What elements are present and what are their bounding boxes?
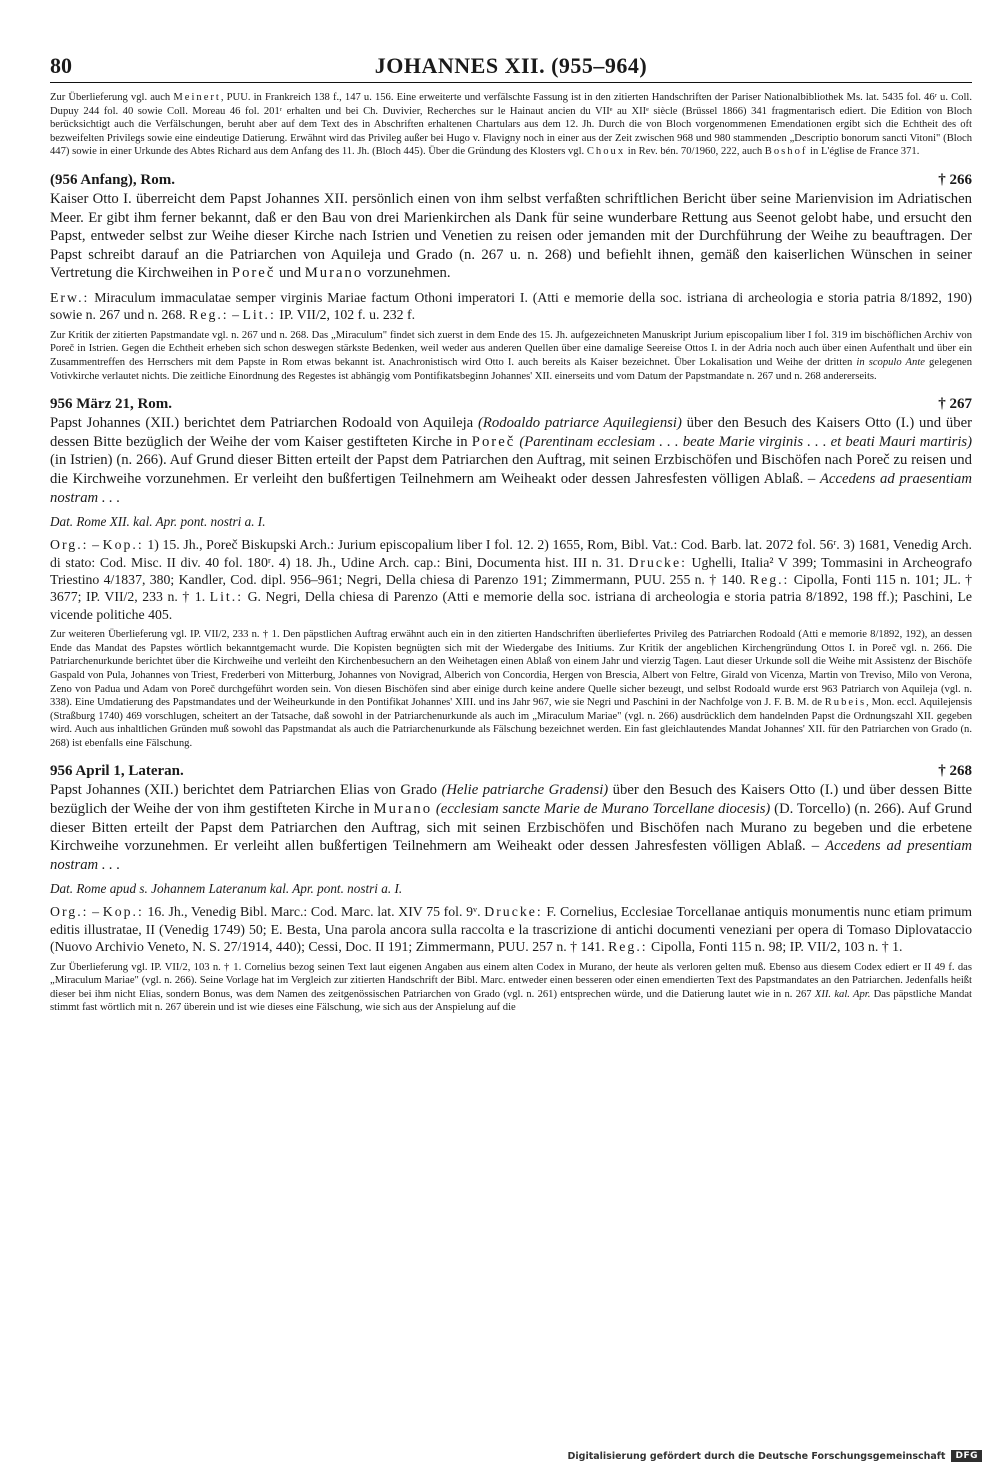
entry-date-place: (956 Anfang), Rom. bbox=[50, 171, 176, 188]
regest-entry-267 bbox=[50, 395, 972, 750]
entry-heading bbox=[50, 762, 972, 781]
entry-text: Kaiser Otto I. überreicht dem Papst Johannes XII. persönlich einen von ihm selbst verfaßten schriftlichen Bericht über seine Marienvision im Adriatischen Meer. Er gibt ihm ferner bekannt, daß er den Bau von drei Marienkirchen als Dank für seine wunderbare Rettung aus Seenot gelobt habe, und ersucht den Papst, entweder selbst zur Weihe dieser Kirche nach Istrien und Venetien zu reisen oder jemanden mit der Durchführung der Weihe zu beauftragen. Der Papst schreibt darauf an die Patriarchen von Aquileja und Grado (n. 267 u. n. 268) und befiehlt ihnen, gemäß den kaiserlichen Wünschen in seiner Vertretung die Kirchweihen in Poreč und Murano vorzunehmen. bbox=[50, 190, 972, 282]
running-title: JOHANNES XII. (955–964) bbox=[374, 53, 648, 78]
intro-note: Zur Überlieferung vgl. auch Meinert, PUU. in Frankreich 138 f., 147 u. 156. Eine erweiterte und verfälschte Fassung ist in den zitierten Handschriften der Pariser Nationalbibliothek Ms. lat. 5435 fol. 46ʳ u. Coll. Dupuy 244 fol. 40 sowie Coll. Moreau 46 fol. 201ʳ erhalten und bei Ch. Duvivier, Recherches sur le Hainaut ancien du VIIᵉ au XIIᵉ siècle (Brüssel 1866) 341 fragmentarisch ediert. Die Edition von Bloch berücksichtigt auch die Verfälschungen, beruht aber auf dem Text des in Abschriften erhaltenen Chartulars aus dem 12. Jh. Durch die von Bloch vorgenommenen Emendationen ergibt sich die Echtheit des oft bezweifelten Privilegs sowie eine eindeutige Datierung. Erwähnt wird das Privileg außer bei Hugo v. Flavigny noch in einer aus der Zeit zwischen 968 und 980 stammenden „Descriptio bonorum sancti Vitoni" (Bloch 447) sowie in einer Urkunde des Abtes Richard aus dem Anfang des 11. Jh. (Bloch 445). Über die Gründung des Klosters vgl. Choux in Rev. bén. 70/1960, 222, auch Boshof in L'église de France 371. bbox=[50, 92, 972, 158]
entry-number: † 267 bbox=[938, 396, 972, 413]
digitization-footer bbox=[568, 1450, 983, 1462]
entry-number: † 268 bbox=[938, 763, 972, 780]
entry-references: Org.: – Kop.: 16. Jh., Venedig Bibl. Marc.: Cod. Marc. lat. XIV 75 fol. 9ᵛ. Drucke: F. Cornelius, Ecclesiae Torcellanae antiquis monumentis nunc etiam primum editis illustratae, II (Venedig 1749) 50; E. Besta, Una parola ancora sulla raccolta e la trascrizione di antichi documenti veneziani per opera di Tomaso Diplovataccio (Nuovo Archivio Veneto, N. S. 27/1914, 440); Cessi, Doc. II 191; Zimmermann, PUU. 257 n. † 141. Reg.: Cipolla, Fonti 115 n. 98; IP. VII/2, 103 n. † 1. bbox=[50, 904, 972, 955]
entry-date-place: 956 April 1, Lateran. bbox=[50, 763, 184, 780]
footer-credit: Digitalisierung gefördert durch die Deutsche Forschungsgemeinschaft bbox=[567, 1450, 946, 1462]
entry-references: Org.: – Kop.: 1) 15. Jh., Poreč Biskupski Arch.: Jurium episcopalium liber I fol. 12. 2) 1655, Rom, Bibl. Vat.: Cod. Barb. lat. 2072 fol. 56ʳ. 3) 1681, Venedig Arch. di stato: Cod. Misc. II div. 40 fol. 180ʳ. 4) 18. Jh., Udine Arch. cap.: Bini, Documenta hist. III n. 31. Drucke: Ughelli, Italia² V 399; Tommasini in Archeografo Triestino 4/1837, 380; Kandler, Cod. dipl. 956–961; Negri, Della chiesa di Parenzo 191; Zimmermann, PUU. 255 n. † 140. Reg.: Cipolla, Fonti 115 n. 101; JL. † 3677; IP. VII/2, 233 n. † 1. Lit.: G. Negri, Della chiesa di Parenzo (Atti e memorie della soc. istriana di archeologia e storia patria 8/1892, 198 ff.); Paschini, Le vicende politiche 405. bbox=[50, 537, 972, 622]
entry-heading bbox=[50, 395, 972, 414]
entry-heading bbox=[50, 171, 972, 190]
entry-note: Zur Überlieferung vgl. IP. VII/2, 103 n. † 1. Cornelius bezog seinen Text laut eigenen Angaben aus einem alten Codex in Murano, der heute als verloren gelten muß. Ebenso aus diesem Codex ediert er II 49 f. das „Miraculum Mariae" (vgl. n. 266). Seine Vorlage hat im Vergleich zur zitierten Handschrift der Bibl. Marc. entweder einen besseren oder einen emendierten Text des Papstmandates an den Patriarchen. Jedenfalls heißt dieser bei ihm nicht Elias, sondern Bonus, was dem Namen des zeitgenössischen Patriarchen von Grado (vgl. n. 261) entsprechen würde, und die Datierung lautet wie in n. 267 XII. kal. Apr. Das päpstliche Mandat stimmt fast wörtlich mit n. 267 überein und ist wie dieses eine Fälschung, wie sich aus der Anspielung auf die bbox=[50, 961, 972, 1014]
regest-entry-266 bbox=[50, 171, 972, 383]
entry-text: Papst Johannes (XII.) berichtet dem Patriarchen Elias von Grado (Helie patriarche Gradensi) über den Besuch des Kaisers Otto (I.) und über dessen Bitte bezüglich der Weihe der von ihm gestifteten Kirche in Murano (ecclesiam sancte Marie de Murano Torcellane diocesis) (D. Torcello) (n. 266). Auf Grund dieser Bitten erteilt der Papst dem Patriarchen den Auftrag, sich mit seinen Erzbischöfen und Bischöfen nach Murano zu begeben und die erbetene Kirchweihe vorzunehmen. Er verleiht allen bußfertigen Teilnehmern am Weiheakt oder dessen Jahresfesten völligen Ablaß. – Accedens ad presentiam nostram . . . bbox=[50, 782, 972, 873]
page-header bbox=[50, 52, 972, 83]
entry-date-place: 956 März 21, Rom. bbox=[50, 396, 173, 413]
entry-references: Erw.: Miraculum immaculatae semper virginis Mariae factum Othoni imperatori I. (Atti e memorie della soc. istriana di archeologia e storia patria 8/1892, 190) sowie n. 267 und n. 268. Reg.: – Lit.: IP. VII/2, 102 f. u. 232 f. bbox=[50, 289, 972, 323]
page-number: 80 bbox=[50, 53, 72, 78]
entry-dating-clause: Dat. Rome apud s. Johannem Lateranum kal. Apr. pont. nostri a. I. bbox=[50, 881, 403, 897]
regest-entry-268 bbox=[50, 762, 972, 1015]
entry-number: † 266 bbox=[938, 171, 972, 188]
entry-note: Zur weiteren Überlieferung vgl. IP. VII/2, 233 n. † 1. Den päpstlichen Auftrag erwähnt auch ein in den zitierten Handschriften überliefertes Privileg des Patriarchen Rodoald (Atti e memorie 8/1892, 192), an dessen Ende das Mandat des Papstes wörtlich bekanntgemacht wurde. Die Kopisten begnügten sich mit der Wiedergabe des Initiums. Zur Kritik der angeblichen Kirchengründung Ottos I. in Poreč vgl. n. 266. Die Patriarchenurkunde berichtet über die Kirchweihe und verleiht den Kirchenbesuchern an den Weihetagen einen Ablaß von einem Jahr und vierzig Tagen. Laut dieser Urkunde soll die Weihe mit Assistenz der Bischöfe Gaspald von Pula, Johannes von Triest, Frederberi von Mitterburg, Johannes von Novigrad, Alberich von Concordia, Hergen von Brescia, Albert von Feltre, Girald von Vicenza, Martin von Treviso, Milo von Verona, Zeno von Padua und Adam von Poreč durchgeführt worden sein. Von diesen Bischöfen sind aber einige durch keine andere Quelle sicher bezeugt, und selbst Rodoald wurde erst 963 Patriarch von Aquileja (vgl. n. 338). Eine Umdatierung des Papstmandates und der Weiheurkunde in den Pontifikat Johannes' XIII. und ins Jahr 967, wie sie Negri und Paschini in der Nachfolge von J. F. B. M. de Rubeis, Mon. eccl. Aquilejensis (Straßburg 1740) 469 vorschlugen, scheitert an der Tatsache, daß sowohl in der Patriarchenurkunde als auch im „Miraculum Mariae" (vgl. n. 266) ausdrücklich dem handelnden Papst die Ordnungszahl XII. gegeben wird. Auch aus inhaltlichen Gründen muß sowohl das Papstmandat als auch die Patriarchenurkunde als Fälschung bezeichnet werden. Ein fast gleichlautendes Mandat Johannes' XII. für den Patriarchen von Grado (n. 268) ist ebenfalls eine Fälschung. bbox=[50, 629, 972, 749]
entry-text: Papst Johannes (XII.) berichtet dem Patriarchen Rodoald von Aquileja (Rodoaldo patriarce Aquilegiensi) über den Besuch des Kaisers Otto (I.) und über dessen Bitte bezüglich der Weihe der vom Kaiser gestifteten Kirche in Poreč (Parentinam ecclesiam . . . beate Marie virginis . . . et beati Mauri martiris) (in Istrien) (n. 266). Auf Grund dieser Bitten erteilt der Papst dem Patriarchen den Auftrag, mit seinen Erzbischöfen und Bischöfen nach Poreč zu reisen und die Kirchweihe vorzunehmen. Er verleiht den bußfertigen Teilnehmern am Weiheakt oder dessen Jahresfesten völligen Ablaß. – Accedens ad praesentiam nostram . . . bbox=[50, 415, 973, 506]
entry-note: Zur Kritik der zitierten Papstmandate vgl. n. 267 und n. 268. Das „Miraculum" findet sich zuerst in dem Ende des 15. Jh. aufgezeichneten Manuskript Jurium episcopalium liber I fol. 319 im bischöflichen Archiv von Poreč in Istrien. Gegen die Echtheit erheben sich schon deswegen stärkste Bedenken, weil weder aus anderen Quellen über eine damalige Seereise Ottos I. in der Adria noch auch über einen Aufenthalt und über ein Zusammentreffen des Herrschers mit dem Papste in Rom etwas bekannt ist. Anachronistisch wird Otto I. auch bereits als Kaiser bezeichnet. Über Lokalisation und Weihe der dritten in scopulo Ante gelegenen Votivkirche verlautet nichts. Die zeitliche Einordnung des Regestes ist abhängig vom Pontifikatsbeginn Johannes' XII. einerseits und vom Datum der Papstmandate n. 267 und n. 268 andererseits. bbox=[50, 329, 972, 382]
document-page bbox=[50, 52, 972, 1019]
entry-dating-clause: Dat. Rome XII. kal. Apr. pont. nostri a. I. bbox=[50, 514, 266, 530]
dfg-logo: DFG bbox=[951, 1450, 982, 1462]
